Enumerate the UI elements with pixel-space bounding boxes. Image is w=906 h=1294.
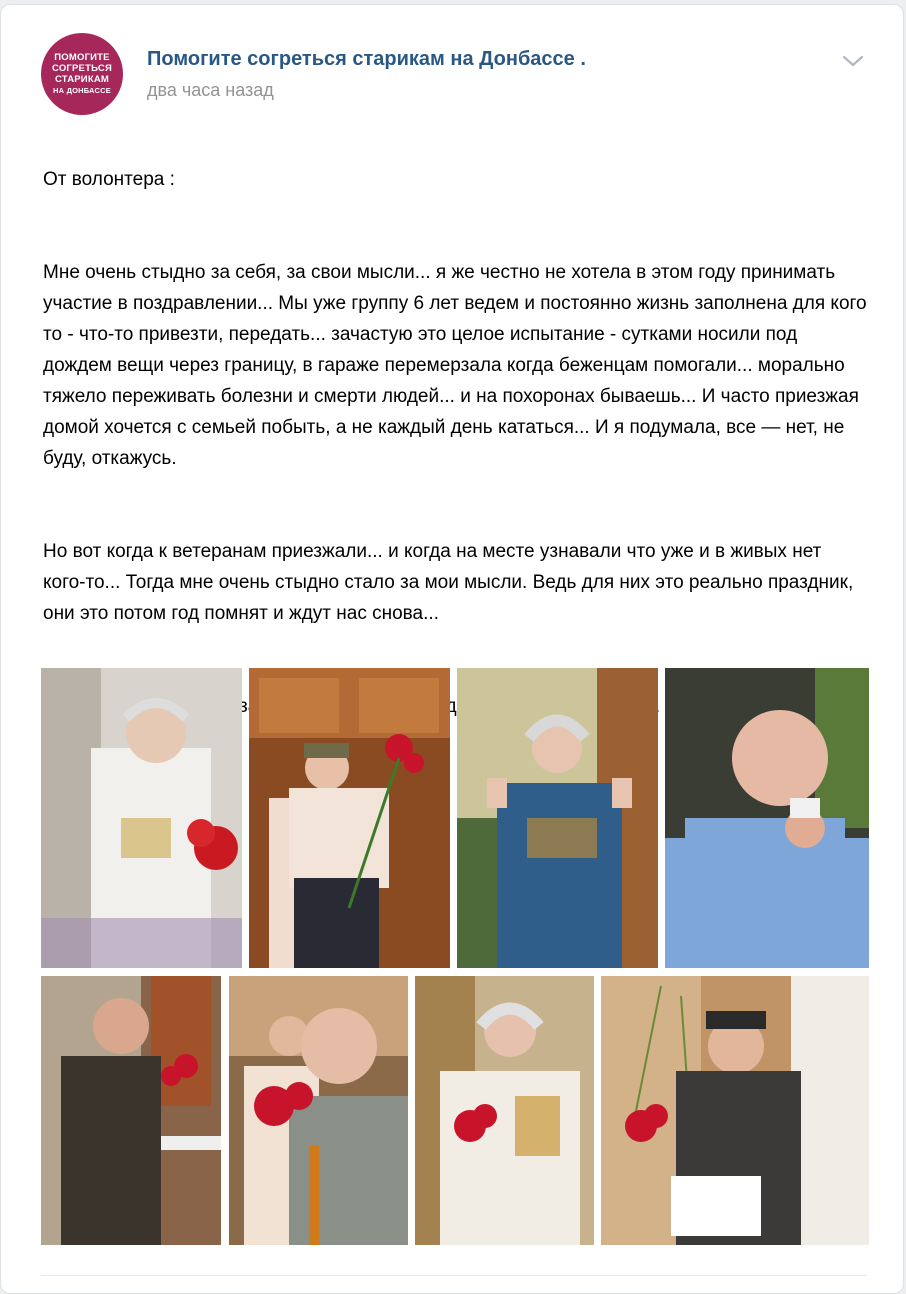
post-divider	[41, 1275, 867, 1276]
post-photo[interactable]	[601, 976, 869, 1245]
chevron-down-icon[interactable]	[839, 49, 867, 71]
post-photo[interactable]	[415, 976, 594, 1245]
group-name-link[interactable]: Помогите согреться старикам на Донбассе .	[147, 48, 586, 70]
avatar-line: СОГРЕТЬСЯ	[52, 63, 112, 74]
post-paragraph: От волонтера :	[43, 169, 175, 190]
post-photo[interactable]	[457, 668, 658, 968]
post-photo[interactable]	[665, 668, 869, 968]
group-avatar[interactable]	[41, 33, 123, 115]
post-paragraph: Мне очень стыдно за себя, за свои мысли... я же честно не хотела в этом году принимать участие в поздравлении... Мы уже группу 6 лет ведем и постоянно жизнь заполнена для кого то - что-то привезти, передать... зачастую это целое испытание - сутками носили под дождем вещи через границу, в гараже перемерзала когда беженцам помогали... морально тяжело переживать болезни и смерти людей... и на похоронах бываешь... И часто приезжая домой хочется с семьей побыть, а не каждый день кататься... И я подумала, все — нет, не буду, откажусь.	[43, 262, 867, 469]
post-photo[interactable]	[41, 668, 242, 968]
post-photo[interactable]	[41, 976, 221, 1245]
avatar-line: НА ДОНБАССЕ	[53, 86, 111, 95]
post-paragraph: Но вот когда к ветеранам приезжали... и когда на месте узнавали что уже и в живых нет кого-то... Тогда мне очень стыдно стало за мои мысли. Ведь для них это реально праздник, они это потом год помнят и ждут нас снова...	[43, 541, 854, 624]
avatar-line: ПОМОГИТЕ	[54, 52, 110, 63]
post-time[interactable]: два часа назад	[147, 80, 274, 100]
avatar-line: СТАРИКАМ	[54, 74, 110, 85]
post-photo[interactable]	[229, 976, 408, 1245]
post-card	[0, 4, 904, 1294]
post-paragraph: за людям	[238, 696, 480, 717]
post-photo[interactable]	[249, 668, 450, 968]
